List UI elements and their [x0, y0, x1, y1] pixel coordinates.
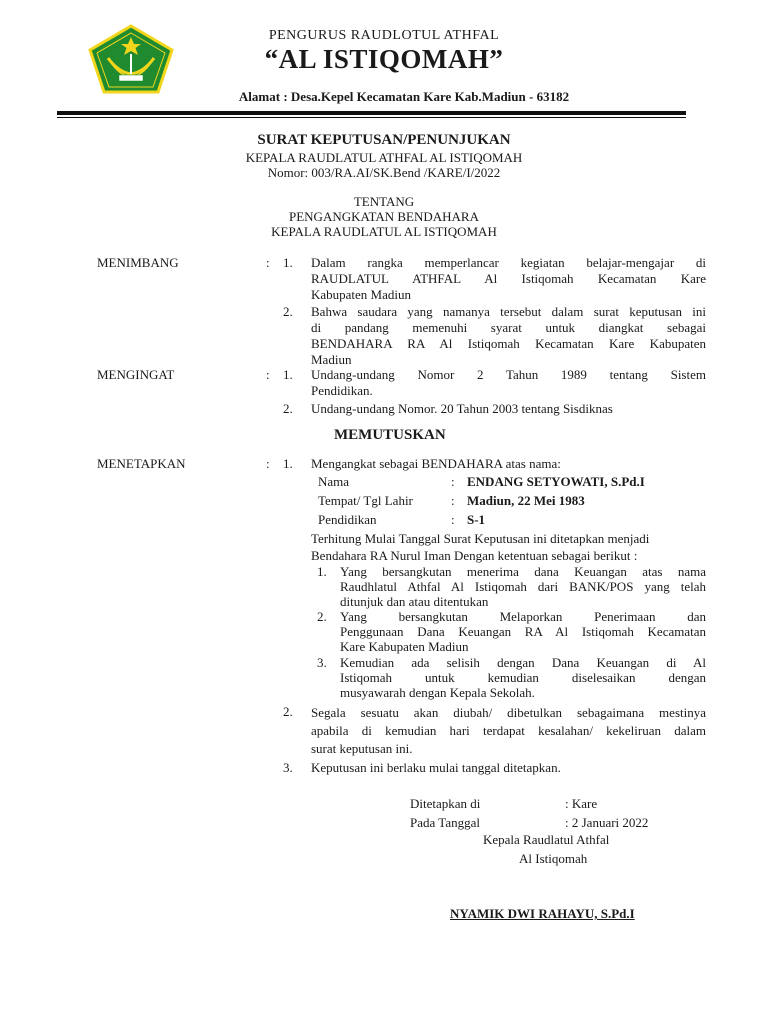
text-line: Penggunaan Dana Keuangan RA Al Istiqomah Kecamatan	[340, 624, 706, 639]
text-line: Raudhlatul Athfal Al Istiqomah dari BANK/POS yang telah	[340, 579, 706, 594]
text-line: RAUDLATUL ATHFAL Al Istiqomah Kecamatan Kare	[311, 271, 706, 286]
date-label: Pada Tanggal	[410, 815, 480, 830]
text-line: Dalam rangka memperlancar kegiatan belajar-mengajar di	[311, 255, 706, 270]
terhitung-paragraph	[311, 530, 706, 564]
place-label: Ditetapkan di	[410, 796, 481, 811]
mengingat-num-1: 1.	[283, 367, 293, 382]
field-label-ttl: Tempat/ Tgl Lahir	[318, 493, 413, 508]
text-line: Bendahara RA Nurul Iman Dengan ketentuan sebagai berikut :	[311, 548, 638, 563]
text-line: Kabupaten Madiun	[311, 287, 412, 302]
text-line: surat keputusan ini.	[311, 741, 413, 756]
ketentuan-num-1: 1.	[317, 564, 327, 579]
ketentuan-num-2: 2.	[317, 609, 327, 624]
mengingat-label: MENGINGAT	[97, 367, 175, 382]
field-value-pendidikan: S-1	[467, 512, 486, 527]
mengingat-colon: :	[266, 367, 270, 382]
field-value-nama: ENDANG SETYOWATI, S.Pd.I	[467, 474, 645, 489]
menetapkan-colon: :	[266, 456, 270, 471]
text-line: Yang bersangkutan Melaporkan Penerimaan dan	[340, 609, 706, 624]
ketentuan-item-2	[340, 609, 706, 654]
menimbang-label: MENIMBANG	[97, 255, 179, 270]
text-line: ditunjuk dan atau ditentukan	[340, 594, 489, 609]
menetapkan-item-2	[311, 704, 706, 758]
ketentuan-item-1	[340, 564, 706, 609]
menimbang-num-2: 2.	[283, 304, 293, 319]
menetapkan-num-3: 3.	[283, 760, 293, 775]
menimbang-num-1: 1.	[283, 255, 293, 270]
menetapkan-item-3: Keputusan ini berlaku mulai tanggal ditetapkan.	[311, 760, 561, 775]
text-line: Undang-undang Nomor 2 Tahun 1989 tentang Sistem	[311, 367, 706, 382]
menetapkan-label: MENETAPKAN	[97, 456, 186, 471]
text-line: musyawarah dengan Kepala Sekolah.	[340, 685, 535, 700]
ketentuan-num-3: 3.	[317, 655, 327, 670]
signer-position-1: Kepala Raudlatul Athfal	[483, 832, 610, 847]
field-colon: :	[451, 493, 455, 508]
header-rule-thick	[57, 111, 686, 115]
text-line: Kemudian ada selisih dengan Dana Keuangan di Al	[340, 655, 706, 670]
text-line: apabila di kemudian hari terdapat kesalahan/ kekeliruan dalam	[311, 723, 706, 738]
field-colon: :	[451, 474, 455, 489]
doc-subtitle: KEPALA RAUDLATUL ATHFAL AL ISTIQOMAH	[245, 150, 523, 165]
text-line: Istiqomah untuk kemudian diselesaikan dengan	[340, 670, 706, 685]
text-line: Yang bersangkutan menerima dana Keuangan atas nama	[340, 564, 706, 579]
doc-title: SURAT KEPUTUSAN/PENUNJUKAN	[257, 132, 511, 148]
header-rule-thin	[57, 117, 686, 118]
school-name: “AL ISTIQOMAH”	[264, 44, 504, 74]
signer-name: NYAMIK DWI RAHAYU, S.Pd.I	[450, 906, 635, 921]
field-colon: :	[451, 512, 455, 527]
text-line: Pendidikan.	[311, 383, 373, 398]
text-line: Undang-undang Nomor. 20 Tahun 2003 tentang Sisdiknas	[311, 401, 613, 416]
text-line: Madiun	[311, 352, 352, 367]
text-line: Kare Kabupaten Madiun	[340, 639, 469, 654]
date-value: : 2 Januari 2022	[565, 815, 649, 830]
memutuskan-heading: MEMUTUSKAN	[334, 427, 446, 443]
mengingat-num-2: 2.	[283, 401, 293, 416]
place-value: : Kare	[565, 796, 598, 811]
field-label-nama: Nama	[318, 474, 350, 489]
menetapkan-num-2: 2.	[283, 704, 293, 719]
subject-line-1: PENGANGKATAN BENDAHARA	[289, 209, 479, 224]
text-line: BENDAHARA RA Al Istiqomah Kecamatan Kare Kabupaten	[311, 336, 706, 351]
text-line: Terhitung Mulai Tanggal Surat Keputusan ini ditetapkan menjadi	[311, 531, 650, 546]
text-line: Segala sesuatu akan diubah/ dibetulkan sebagaimana mestinya	[311, 705, 706, 720]
menetapkan-num-1: 1.	[283, 456, 293, 471]
text-line: di pandang memenuhi syarat untuk diangkat sebagai	[311, 320, 706, 335]
field-label-pendidikan: Pendidikan	[318, 512, 377, 527]
mengingat-item-1	[311, 367, 706, 399]
org-line: PENGURUS RAUDLOTUL ATHFAL	[268, 28, 500, 43]
subject-line-2: KEPALA RAUDLATUL AL ISTIQOMAH	[271, 224, 497, 239]
menimbang-item-1	[311, 255, 706, 303]
mengingat-item-2	[311, 401, 706, 417]
menetapkan-item-1: Mengangkat sebagai BENDAHARA atas nama:	[311, 456, 561, 471]
menimbang-colon: :	[266, 255, 270, 270]
tentang-label: TENTANG	[353, 194, 415, 209]
signer-position-2: Al Istiqomah	[519, 851, 588, 866]
ketentuan-item-3	[340, 655, 706, 700]
menimbang-item-2	[311, 304, 706, 368]
doc-number: Nomor: 003/RA.AI/SK.Bend /KARE/I/2022	[267, 165, 501, 180]
address: Alamat : Desa.Kepel Kecamatan Kare Kab.Madiun - 63182	[238, 89, 570, 104]
text-line: Bahwa saudara yang namanya tersebut dalam surat keputusan ini	[311, 304, 706, 319]
field-value-ttl: Madiun, 22 Mei 1983	[467, 493, 585, 508]
